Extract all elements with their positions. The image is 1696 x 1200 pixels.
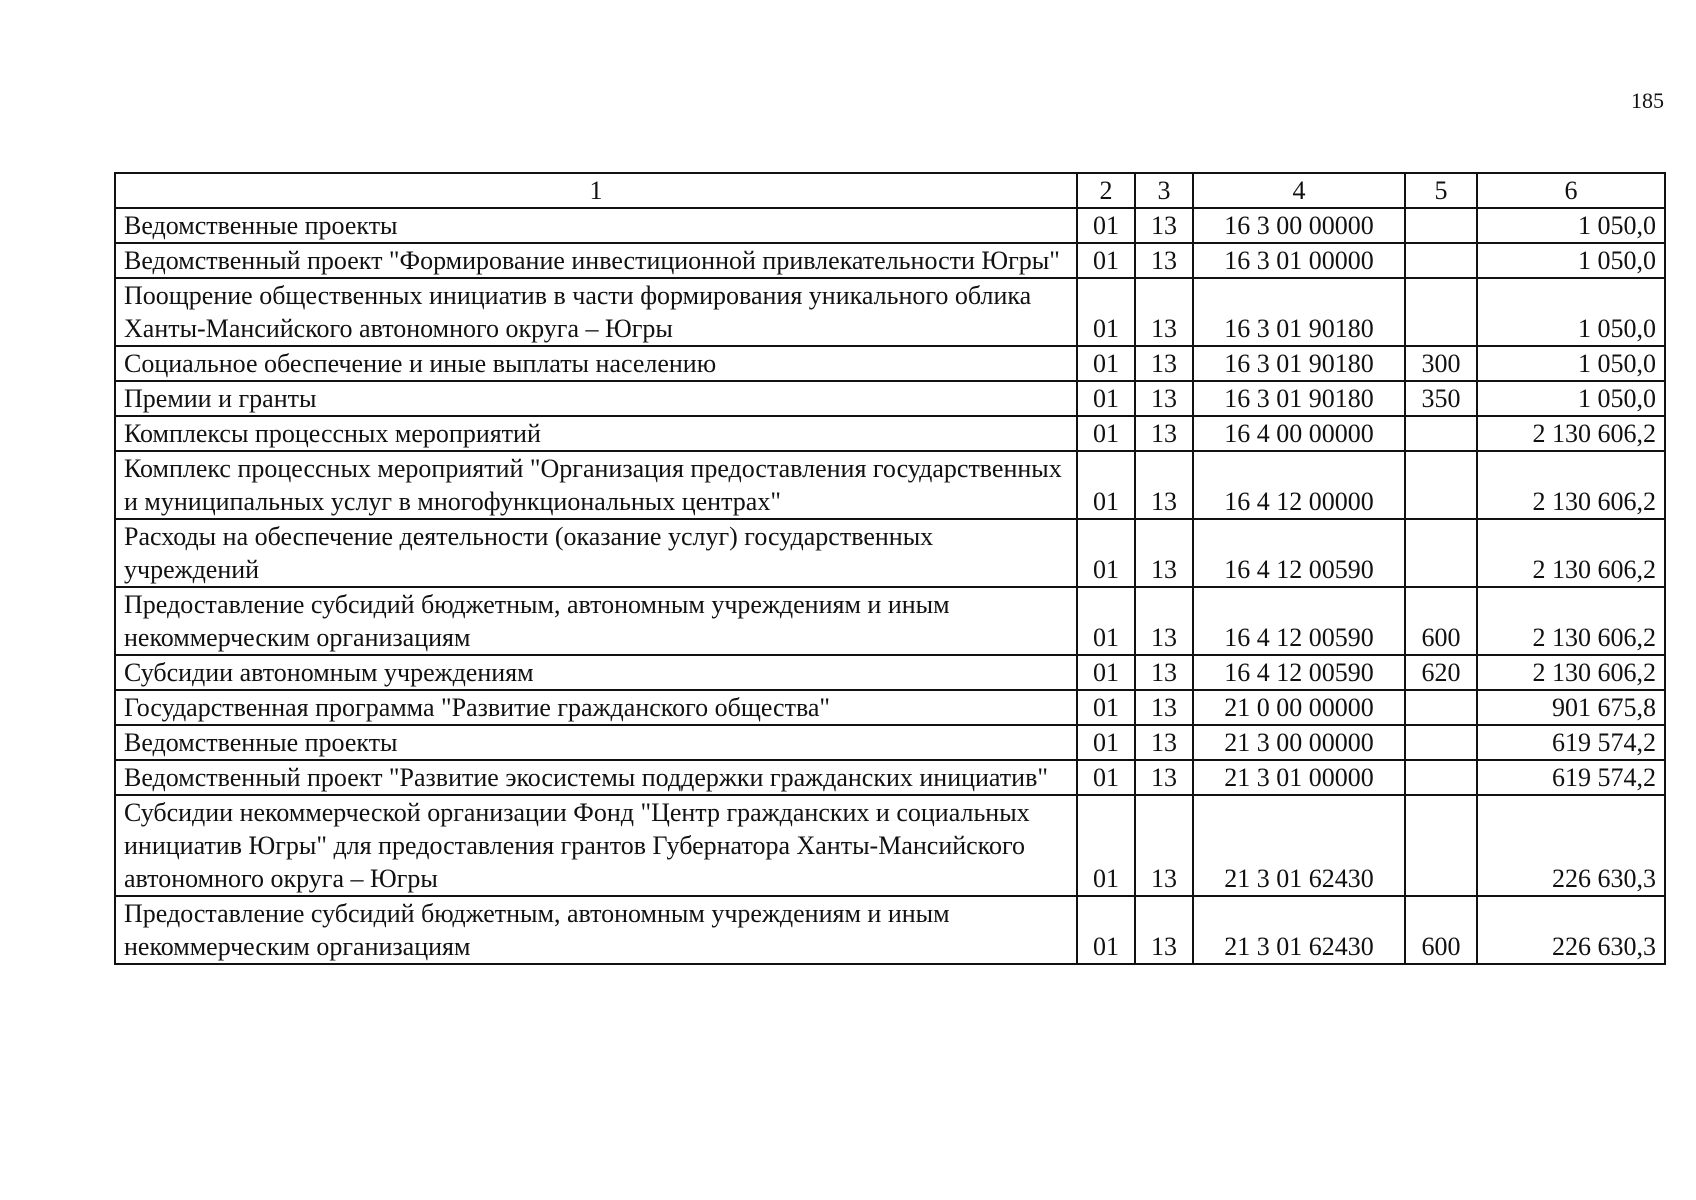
row-amount: 226 630,3 <box>1477 896 1665 964</box>
row-target-code: 16 4 00 00000 <box>1193 416 1405 451</box>
row-subsection: 13 <box>1135 690 1193 725</box>
row-name: Премии и гранты <box>115 381 1077 416</box>
table-body <box>115 208 1665 964</box>
page-number: 185 <box>1631 88 1664 113</box>
row-section: 01 <box>1077 451 1135 519</box>
row-name: Социальное обеспечение и иные выплаты населению <box>115 346 1077 381</box>
row-name: Комплекс процессных мероприятий "Организация предоставления государственных и муниципальных услуг в многофункциональных центрах" <box>115 451 1077 519</box>
budget-table <box>114 172 1666 965</box>
row-name: Расходы на обеспечение деятельности (оказание услуг) государственных учреждений <box>115 519 1077 587</box>
header-col-2: 2 <box>1077 173 1135 208</box>
row-section: 01 <box>1077 690 1135 725</box>
table-row <box>115 690 1665 725</box>
row-amount: 2 130 606,2 <box>1477 416 1665 451</box>
row-amount: 619 574,2 <box>1477 725 1665 760</box>
row-subsection: 13 <box>1135 208 1193 243</box>
table-header <box>115 173 1665 208</box>
row-expense-type: 300 <box>1405 346 1477 381</box>
row-name: Предоставление субсидий бюджетным, автономным учреждениям и иным некоммерческим организациям <box>115 587 1077 655</box>
row-expense-type <box>1405 690 1477 725</box>
row-expense-type <box>1405 795 1477 896</box>
row-expense-type <box>1405 416 1477 451</box>
row-section: 01 <box>1077 346 1135 381</box>
row-target-code: 16 3 00 00000 <box>1193 208 1405 243</box>
row-subsection: 13 <box>1135 243 1193 278</box>
row-section: 01 <box>1077 725 1135 760</box>
row-subsection: 13 <box>1135 587 1193 655</box>
table-row <box>115 760 1665 795</box>
row-target-code: 16 4 12 00590 <box>1193 587 1405 655</box>
row-expense-type <box>1405 208 1477 243</box>
row-expense-type <box>1405 451 1477 519</box>
table-row <box>115 896 1665 964</box>
row-section: 01 <box>1077 208 1135 243</box>
row-target-code: 16 4 12 00000 <box>1193 451 1405 519</box>
row-section: 01 <box>1077 278 1135 346</box>
row-subsection: 13 <box>1135 278 1193 346</box>
row-section: 01 <box>1077 416 1135 451</box>
row-subsection: 13 <box>1135 519 1193 587</box>
table-row <box>115 451 1665 519</box>
row-target-code: 21 3 01 00000 <box>1193 760 1405 795</box>
row-expense-type <box>1405 243 1477 278</box>
row-subsection: 13 <box>1135 760 1193 795</box>
row-amount: 2 130 606,2 <box>1477 587 1665 655</box>
row-amount: 901 675,8 <box>1477 690 1665 725</box>
row-target-code: 21 3 01 62430 <box>1193 896 1405 964</box>
row-expense-type <box>1405 760 1477 795</box>
row-amount: 2 130 606,2 <box>1477 655 1665 690</box>
row-expense-type <box>1405 725 1477 760</box>
row-name: Предоставление субсидий бюджетным, автономным учреждениям и иным некоммерческим организациям <box>115 896 1077 964</box>
row-section: 01 <box>1077 587 1135 655</box>
table-row <box>115 655 1665 690</box>
row-subsection: 13 <box>1135 896 1193 964</box>
row-target-code: 16 3 01 90180 <box>1193 381 1405 416</box>
row-amount: 1 050,0 <box>1477 381 1665 416</box>
header-col-3: 3 <box>1135 173 1193 208</box>
row-target-code: 21 3 01 62430 <box>1193 795 1405 896</box>
table-row <box>115 587 1665 655</box>
header-col-1: 1 <box>115 173 1077 208</box>
row-section: 01 <box>1077 243 1135 278</box>
row-amount: 1 050,0 <box>1477 208 1665 243</box>
table-row <box>115 381 1665 416</box>
row-target-code: 16 3 01 90180 <box>1193 278 1405 346</box>
row-target-code: 21 0 00 00000 <box>1193 690 1405 725</box>
row-name: Субсидии некоммерческой организации Фонд "Центр гражданских и социальных инициатив Югры" для предоставления грантов Губернатора Ханты-Мансийского автономного округа – Югры <box>115 795 1077 896</box>
row-target-code: 16 4 12 00590 <box>1193 519 1405 587</box>
row-target-code: 16 3 01 90180 <box>1193 346 1405 381</box>
row-amount: 1 050,0 <box>1477 243 1665 278</box>
table-row <box>115 346 1665 381</box>
row-name: Ведомственный проект "Развитие экосистемы поддержки гражданских инициатив" <box>115 760 1077 795</box>
table-row <box>115 243 1665 278</box>
row-name: Ведомственные проекты <box>115 725 1077 760</box>
row-expense-type <box>1405 278 1477 346</box>
row-expense-type: 600 <box>1405 587 1477 655</box>
row-name: Субсидии автономным учреждениям <box>115 655 1077 690</box>
header-row <box>115 173 1665 208</box>
row-expense-type: 600 <box>1405 896 1477 964</box>
row-name: Комплексы процессных мероприятий <box>115 416 1077 451</box>
row-amount: 1 050,0 <box>1477 278 1665 346</box>
table-row <box>115 208 1665 243</box>
row-name: Ведомственные проекты <box>115 208 1077 243</box>
row-amount: 226 630,3 <box>1477 795 1665 896</box>
row-amount: 1 050,0 <box>1477 346 1665 381</box>
row-name: Ведомственный проект "Формирование инвестиционной привлекательности Югры" <box>115 243 1077 278</box>
header-col-6: 6 <box>1477 173 1665 208</box>
row-section: 01 <box>1077 795 1135 896</box>
header-col-4: 4 <box>1193 173 1405 208</box>
row-subsection: 13 <box>1135 725 1193 760</box>
row-expense-type <box>1405 519 1477 587</box>
table-row <box>115 519 1665 587</box>
row-section: 01 <box>1077 381 1135 416</box>
row-target-code: 16 3 01 00000 <box>1193 243 1405 278</box>
row-section: 01 <box>1077 896 1135 964</box>
row-target-code: 16 4 12 00590 <box>1193 655 1405 690</box>
row-expense-type: 620 <box>1405 655 1477 690</box>
row-amount: 2 130 606,2 <box>1477 451 1665 519</box>
row-subsection: 13 <box>1135 416 1193 451</box>
header-col-5: 5 <box>1405 173 1477 208</box>
row-target-code: 21 3 00 00000 <box>1193 725 1405 760</box>
row-name: Поощрение общественных инициатив в части формирования уникального облика Ханты-Мансийского автономного округа – Югры <box>115 278 1077 346</box>
row-name: Государственная программа "Развитие гражданского общества" <box>115 690 1077 725</box>
table-row <box>115 278 1665 346</box>
table-row <box>115 725 1665 760</box>
row-amount: 2 130 606,2 <box>1477 519 1665 587</box>
row-expense-type: 350 <box>1405 381 1477 416</box>
row-subsection: 13 <box>1135 346 1193 381</box>
table-row <box>115 795 1665 896</box>
row-section: 01 <box>1077 760 1135 795</box>
row-subsection: 13 <box>1135 655 1193 690</box>
row-subsection: 13 <box>1135 451 1193 519</box>
table-row <box>115 416 1665 451</box>
row-amount: 619 574,2 <box>1477 760 1665 795</box>
row-section: 01 <box>1077 655 1135 690</box>
row-subsection: 13 <box>1135 795 1193 896</box>
row-subsection: 13 <box>1135 381 1193 416</box>
row-section: 01 <box>1077 519 1135 587</box>
